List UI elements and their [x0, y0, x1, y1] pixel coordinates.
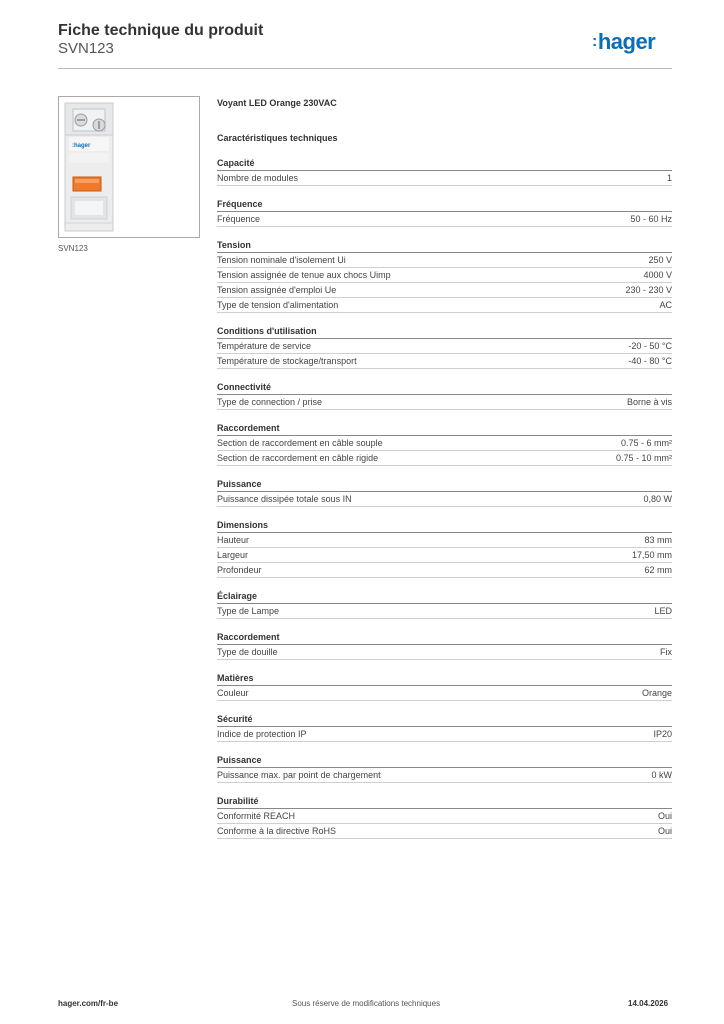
- footer-date: 14.04.2026: [628, 999, 669, 1008]
- spec-row: [217, 283, 672, 298]
- spec-value: 1: [666, 173, 672, 183]
- spec-group-title: Matières: [217, 672, 672, 686]
- spec-row: [217, 768, 672, 783]
- spec-row: [217, 451, 672, 466]
- footer-website-link[interactable]: hager.com/fr-be: [58, 999, 119, 1008]
- spec-group-title: Raccordement: [217, 422, 672, 436]
- spec-label: Température de service: [217, 341, 312, 351]
- product-code: SVN123: [58, 40, 114, 57]
- spec-label: Tension assignée d'emploi Ue: [217, 285, 337, 295]
- spec-row: [217, 604, 672, 619]
- spec-label: Tension nominale d'isolement Ui: [217, 255, 346, 265]
- spec-group-title: Durabilité: [217, 795, 672, 809]
- spec-value: 17,50 mm: [631, 550, 672, 560]
- header-divider: [58, 68, 672, 69]
- spec-group: [217, 631, 672, 660]
- spec-label: Conforme à la directive RoHS: [217, 826, 337, 836]
- spec-row: [217, 253, 672, 268]
- spec-label: Type de Lampe: [217, 606, 280, 616]
- spec-value: -20 - 50 °C: [628, 341, 672, 351]
- spec-value: Orange: [641, 688, 672, 698]
- spec-label: Température de stockage/transport: [217, 356, 357, 366]
- spec-value: Oui: [657, 811, 672, 821]
- product-image-caption: SVN123: [58, 244, 88, 253]
- spec-label: Largeur: [217, 550, 249, 560]
- spec-row: [217, 548, 672, 563]
- spec-value: Oui: [657, 826, 672, 836]
- spec-group: [217, 713, 672, 742]
- spec-group-title: Connectivité: [217, 381, 672, 395]
- spec-label: Puissance max. par point de chargement: [217, 770, 381, 780]
- spec-label: Type de tension d'alimentation: [217, 300, 339, 310]
- spec-value: 62 mm: [644, 565, 672, 575]
- spec-value: -40 - 80 °C: [628, 356, 672, 366]
- spec-label: Type de connection / prise: [217, 397, 323, 407]
- spec-group-title: Puissance: [217, 754, 672, 768]
- spec-label: Indice de protection IP: [217, 729, 307, 739]
- logo-dots-icon: :: [592, 33, 597, 50]
- spec-row: [217, 212, 672, 227]
- spec-label: Puissance dissipée totale sous IN: [217, 494, 352, 504]
- spec-group: [217, 590, 672, 619]
- spec-group: [217, 478, 672, 507]
- spec-label: Nombre de modules: [217, 173, 299, 183]
- spec-row: [217, 727, 672, 742]
- spec-group: [217, 795, 672, 839]
- spec-label: Fréquence: [217, 214, 261, 224]
- spec-value: 83 mm: [644, 535, 672, 545]
- spec-group: [217, 198, 672, 227]
- spec-row: [217, 268, 672, 283]
- hager-logo[interactable]: [592, 29, 655, 55]
- svg-text::hager: :hager: [72, 143, 91, 149]
- spec-group-title: Conditions d'utilisation: [217, 325, 672, 339]
- spec-value: 0.75 - 6 mm²: [620, 438, 672, 448]
- spec-group: [217, 325, 672, 369]
- spec-label: Hauteur: [217, 535, 250, 545]
- spec-label: Couleur: [217, 688, 249, 698]
- spec-row: [217, 339, 672, 354]
- spec-value: 50 - 60 Hz: [630, 214, 672, 224]
- spec-value: Fix: [660, 647, 672, 657]
- specs-heading: Caractéristiques techniques: [217, 133, 338, 143]
- spec-value: 230 - 230 V: [625, 285, 672, 295]
- specifications: [217, 96, 672, 839]
- spec-group-title: Fréquence: [217, 198, 672, 212]
- spec-group-title: Dimensions: [217, 519, 672, 533]
- spec-group: [217, 422, 672, 466]
- spec-row: [217, 298, 672, 313]
- spec-label: Type de douille: [217, 647, 278, 657]
- spec-group: [217, 519, 672, 578]
- spec-row: [217, 492, 672, 507]
- spec-row: [217, 686, 672, 701]
- spec-label: Section de raccordement en câble rigide: [217, 453, 379, 463]
- spec-group-title: Puissance: [217, 478, 672, 492]
- spec-groups: [217, 157, 672, 839]
- footer-disclaimer: Sous réserve de modifications techniques: [292, 999, 441, 1008]
- spec-value: 0.75 - 10 mm²: [615, 453, 672, 463]
- spec-value: AC: [659, 300, 672, 310]
- spec-row: [217, 436, 672, 451]
- spec-value: 4000 V: [643, 270, 672, 280]
- spec-group: [217, 381, 672, 410]
- spec-row: [217, 171, 672, 186]
- spec-row: [217, 563, 672, 578]
- spec-group: [217, 754, 672, 783]
- spec-group-title: Raccordement: [217, 631, 672, 645]
- page-title: Fiche technique du produit: [58, 22, 264, 39]
- spec-label: Section de raccordement en câble souple: [217, 438, 383, 448]
- spec-group: [217, 239, 672, 313]
- spec-row: [217, 533, 672, 548]
- spec-label: Tension assignée de tenue aux chocs Uimp: [217, 270, 391, 280]
- spec-label: Profondeur: [217, 565, 262, 575]
- din-rail-indicator-icon: [59, 97, 199, 237]
- spec-row: [217, 354, 672, 369]
- spec-value: 0 kW: [651, 770, 672, 780]
- spec-row: [217, 645, 672, 660]
- spec-group-title: Capacité: [217, 157, 672, 171]
- spec-row: [217, 809, 672, 824]
- spec-group: [217, 672, 672, 701]
- spec-group-title: Éclairage: [217, 590, 672, 604]
- product-name: Voyant LED Orange 230VAC: [217, 98, 337, 108]
- product-image: [58, 96, 200, 238]
- spec-group: [217, 157, 672, 186]
- spec-group-title: Tension: [217, 239, 672, 253]
- spec-group-title: Sécurité: [217, 713, 672, 727]
- logo-text: hager: [597, 29, 656, 54]
- spec-label: Conformité REACH: [217, 811, 296, 821]
- spec-value: 250 V: [648, 255, 672, 265]
- spec-value: 0,80 W: [643, 494, 672, 504]
- spec-value: LED: [654, 606, 672, 616]
- spec-value: IP20: [653, 729, 672, 739]
- spec-row: [217, 824, 672, 839]
- spec-row: [217, 395, 672, 410]
- spec-value: Borne à vis: [626, 397, 672, 407]
